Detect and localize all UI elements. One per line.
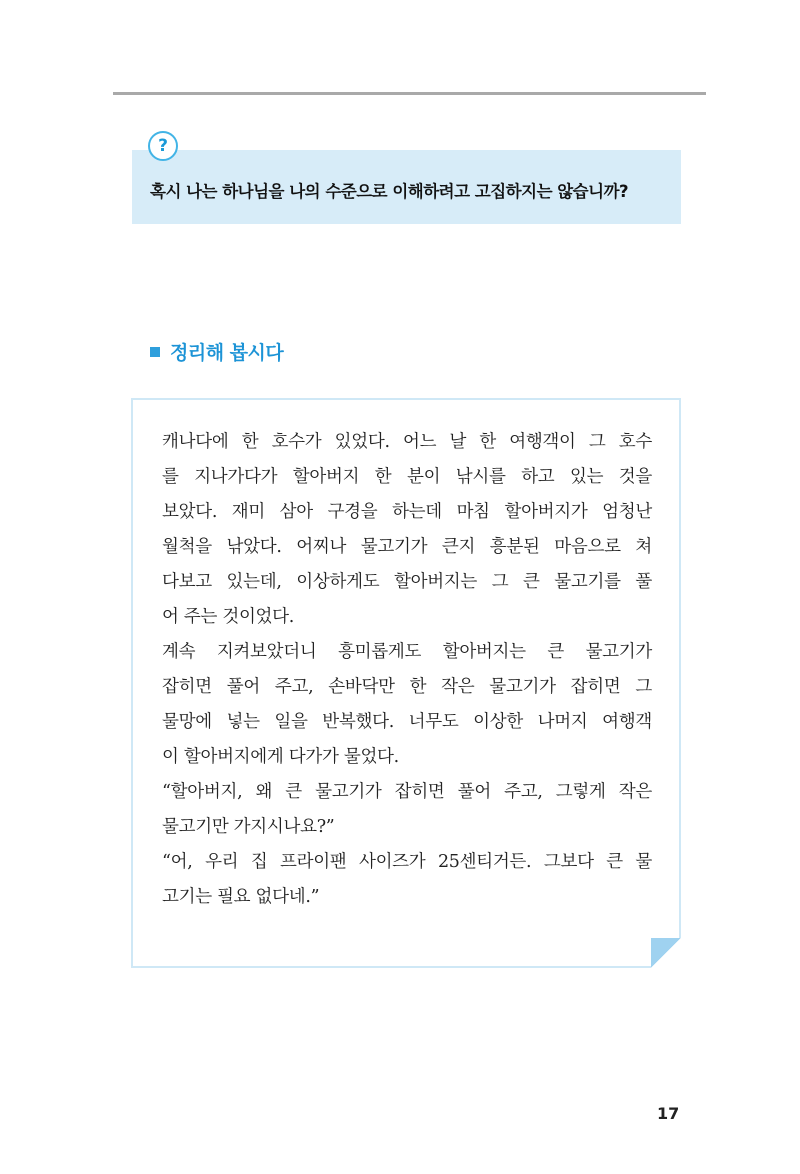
story-line: 어 주는 것이었다. [162,607,295,627]
page-fold-icon [651,938,681,968]
story-line: 고기는 필요 없다네.” [162,887,320,907]
page-number: 17 [657,1104,680,1123]
square-bullet-icon [150,347,160,357]
story-line: 잡히면 풀어 주고, 손바닥만 한 작은 물고기가 잡히면 그 [162,677,652,697]
story-line: 다보고 있는데, 이상하게도 할아버지는 그 큰 물고기를 풀 [162,572,652,592]
reflection-question: 혹시 나는 하나님을 나의 수준으로 이해하려고 고집하지는 않습니까? [150,182,629,201]
story-line: 물고기만 가지시나요?” [162,817,335,837]
story-line: 캐나다에 한 호수가 있었다. 어느 날 한 여행객이 그 호수 [162,432,652,452]
story-line: 물망에 넣는 일을 반복했다. 너무도 이상한 나머지 여행객 [162,712,652,732]
story-line: 이 할아버지에게 다가가 물었다. [162,747,399,767]
story-line: 를 지나가다가 할아버지 한 분이 낚시를 하고 있는 것을 [162,467,652,487]
question-mark-icon: ? [148,131,178,161]
story-line: “어, 우리 집 프라이팬 사이즈가 25센티거든. 그보다 큰 물 [162,852,652,872]
story-line: 보았다. 재미 삼아 구경을 하는데 마침 할아버지가 엄청난 [162,502,652,522]
top-divider [113,92,706,95]
section-heading [150,338,283,365]
story-line: “할아버지, 왜 큰 물고기가 잡히면 풀어 주고, 그렇게 작은 [162,782,652,802]
section-title: 정리해 봅시다 [170,342,284,364]
story-line: 월척을 낚았다. 어찌나 물고기가 큰지 흥분된 마음으로 쳐 [162,537,652,557]
story-line: 계속 지켜보았더니 흥미롭게도 할아버지는 큰 물고기가 [162,642,652,662]
story-text [162,425,652,915]
